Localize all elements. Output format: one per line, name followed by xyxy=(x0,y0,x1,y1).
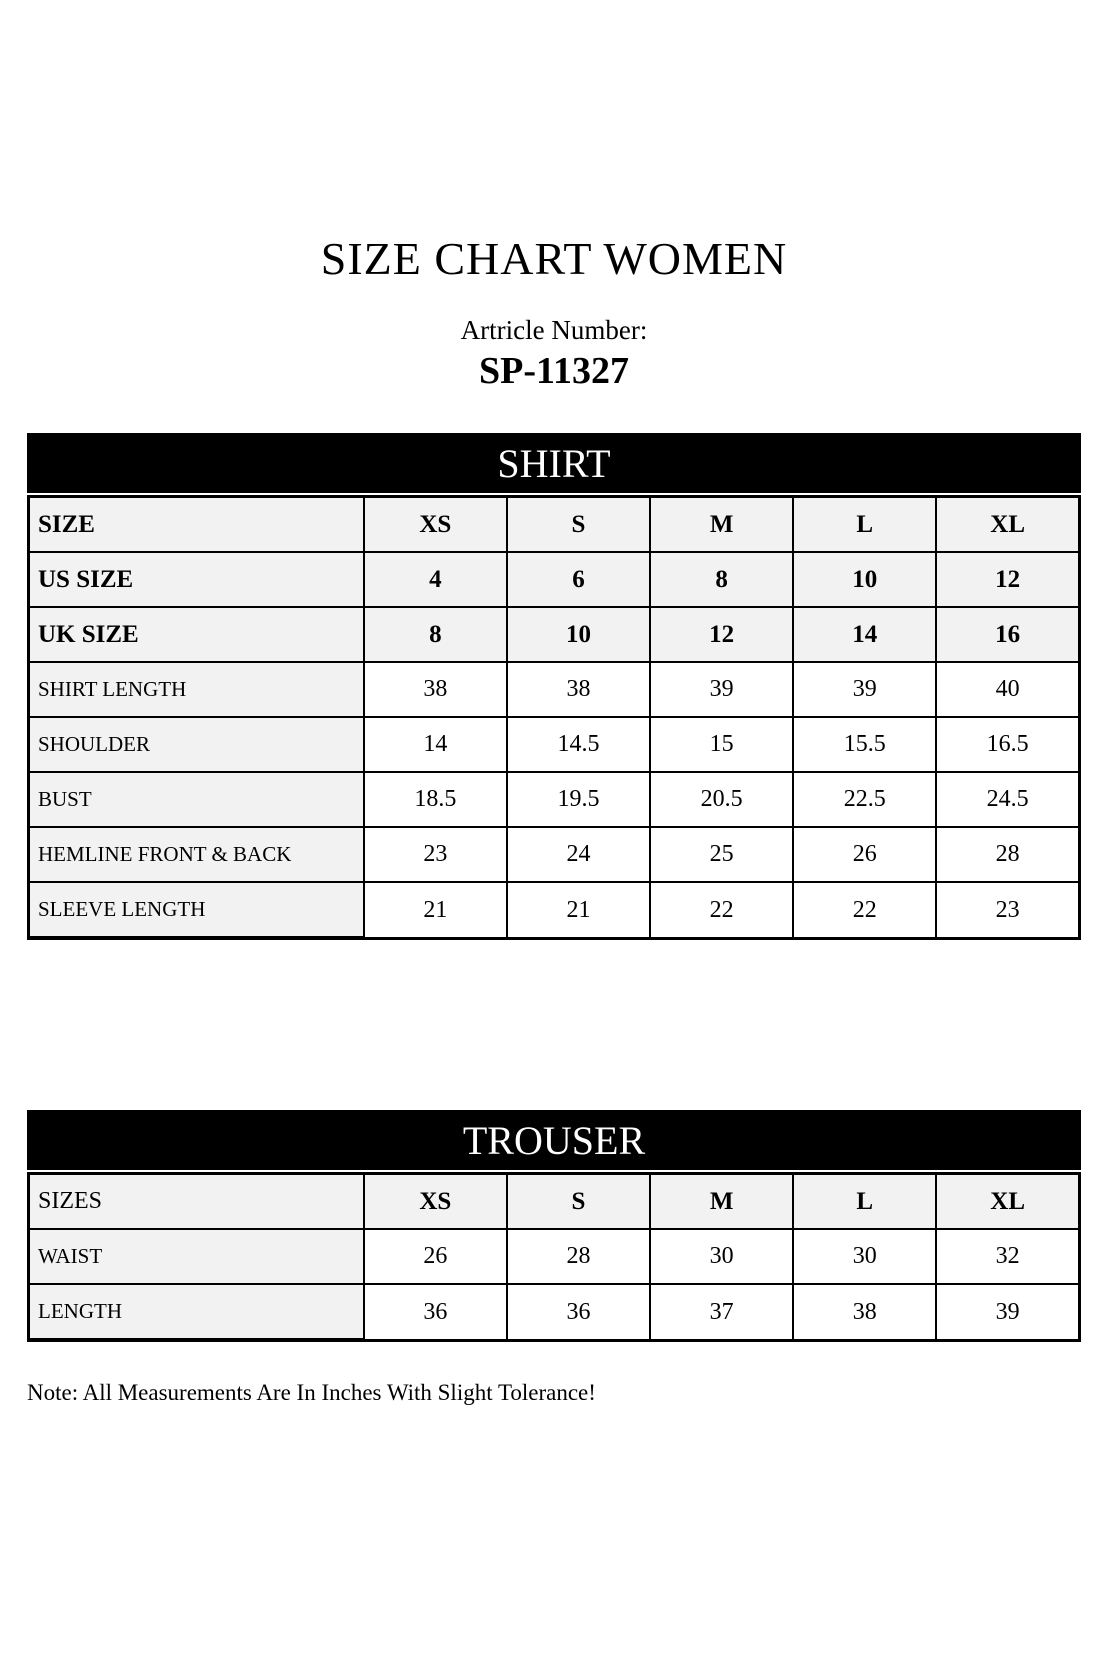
row-label: SLEEVE LENGTH xyxy=(29,882,364,938)
cell-value: S xyxy=(507,1174,650,1230)
cell-value: 36 xyxy=(507,1284,650,1340)
cell-value: 16.5 xyxy=(936,717,1079,772)
size-chart-document xyxy=(27,0,1081,1406)
table-row xyxy=(29,662,1080,717)
cell-value: 4 xyxy=(364,552,507,607)
cell-value: 10 xyxy=(507,607,650,662)
article-number-value: SP-11327 xyxy=(479,349,629,392)
page-title: SIZE CHART WOMEN xyxy=(320,233,788,284)
cell-value: 22.5 xyxy=(793,772,936,827)
table-row xyxy=(29,827,1080,882)
row-label: WAIST xyxy=(29,1229,364,1284)
cell-value: 24.5 xyxy=(936,772,1079,827)
cell-value: 38 xyxy=(364,662,507,717)
cell-value: 18.5 xyxy=(364,772,507,827)
row-label: HEMLINE FRONT & BACK xyxy=(29,827,364,882)
cell-value: 30 xyxy=(650,1229,793,1284)
cell-value: 28 xyxy=(507,1229,650,1284)
shirt-table-title-bar xyxy=(27,433,1081,493)
table-row xyxy=(29,717,1080,772)
cell-value: 20.5 xyxy=(650,772,793,827)
row-label: US SIZE xyxy=(29,552,364,607)
cell-value: 21 xyxy=(507,882,650,938)
table-row xyxy=(29,1284,1080,1340)
row-label: SHIRT LENGTH xyxy=(29,662,364,717)
row-label: BUST xyxy=(29,772,364,827)
row-label: SHOULDER xyxy=(29,717,364,772)
cell-value: 12 xyxy=(650,607,793,662)
row-label: SIZES xyxy=(29,1174,364,1230)
cell-value: 26 xyxy=(364,1229,507,1284)
cell-value: S xyxy=(507,497,650,553)
cell-value: 22 xyxy=(650,882,793,938)
shirt-size-table xyxy=(27,495,1081,940)
cell-value: 6 xyxy=(507,552,650,607)
cell-value: 37 xyxy=(650,1284,793,1340)
cell-value: 15.5 xyxy=(793,717,936,772)
cell-value: 10 xyxy=(793,552,936,607)
cell-value: XS xyxy=(364,497,507,553)
cell-value: 12 xyxy=(936,552,1079,607)
cell-value: 28 xyxy=(936,827,1079,882)
cell-value: 22 xyxy=(793,882,936,938)
row-label: LENGTH xyxy=(29,1284,364,1340)
cell-value: 19.5 xyxy=(507,772,650,827)
cell-value: 16 xyxy=(936,607,1079,662)
measurements-note: Note: All Measurements Are In Inches With Slight Tolerance! xyxy=(27,1380,596,1406)
cell-value: 39 xyxy=(650,662,793,717)
cell-value: 39 xyxy=(936,1284,1079,1340)
cell-value: 25 xyxy=(650,827,793,882)
cell-value: M xyxy=(650,1174,793,1230)
trouser-table-title: TROUSER xyxy=(462,1117,646,1163)
trouser-size-table xyxy=(27,1172,1081,1342)
cell-value: 15 xyxy=(650,717,793,772)
cell-value: 38 xyxy=(793,1284,936,1340)
trouser-table-title-bar xyxy=(27,1110,1081,1170)
cell-value: 23 xyxy=(936,882,1079,938)
cell-value: L xyxy=(793,1174,936,1230)
table-row xyxy=(29,607,1080,662)
table-row xyxy=(29,552,1080,607)
cell-value: 8 xyxy=(364,607,507,662)
cell-value: 36 xyxy=(364,1284,507,1340)
cell-value: XS xyxy=(364,1174,507,1230)
cell-value: 38 xyxy=(507,662,650,717)
cell-value: 8 xyxy=(650,552,793,607)
cell-value: 24 xyxy=(507,827,650,882)
shirt-table-title: SHIRT xyxy=(497,440,611,486)
table-row xyxy=(29,772,1080,827)
table-row xyxy=(29,1229,1080,1284)
table-row xyxy=(29,882,1080,938)
cell-value: L xyxy=(793,497,936,553)
cell-value: 14 xyxy=(793,607,936,662)
cell-value: XL xyxy=(936,1174,1079,1230)
cell-value: 39 xyxy=(793,662,936,717)
cell-value: M xyxy=(650,497,793,553)
cell-value: 32 xyxy=(936,1229,1079,1284)
row-label: SIZE xyxy=(29,497,364,553)
cell-value: XL xyxy=(936,497,1079,553)
cell-value: 14.5 xyxy=(507,717,650,772)
cell-value: 23 xyxy=(364,827,507,882)
cell-value: 26 xyxy=(793,827,936,882)
table-row xyxy=(29,1174,1080,1230)
cell-value: 30 xyxy=(793,1229,936,1284)
table-row xyxy=(29,497,1080,553)
cell-value: 14 xyxy=(364,717,507,772)
cell-value: 40 xyxy=(936,662,1079,717)
row-label: UK SIZE xyxy=(29,607,364,662)
cell-value: 21 xyxy=(364,882,507,938)
article-number-label: Artricle Number: xyxy=(460,314,648,345)
